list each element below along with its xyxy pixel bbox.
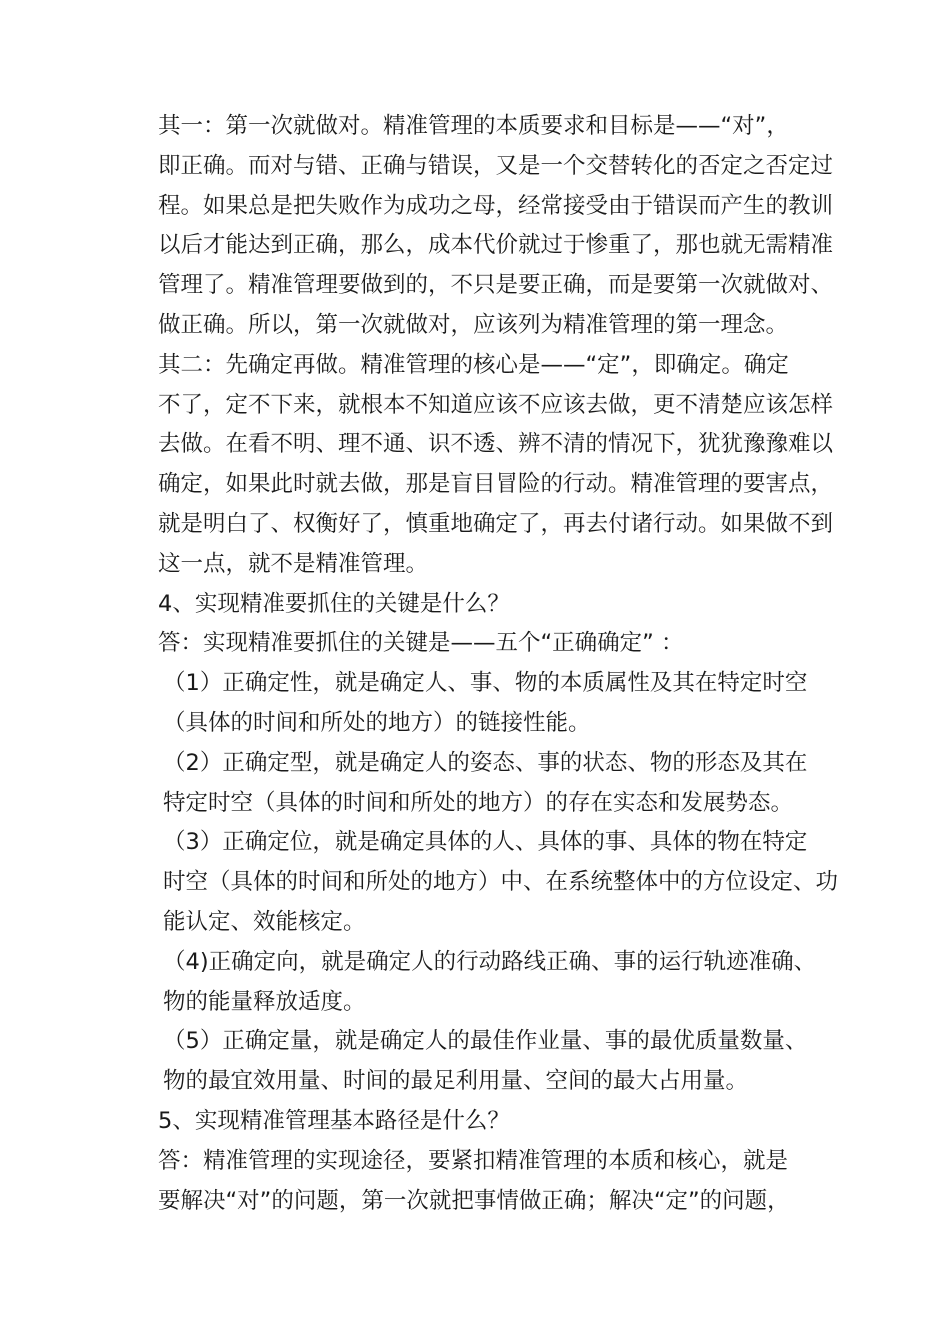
paragraph-second-principle — [113, 346, 843, 585]
text-line: 就是明白了、权衡好了，慎重地确定了，再去付诸行动。如果做不到 — [158, 510, 834, 537]
text-line: （具体的时间和所处的地方）的链接性能。 — [163, 709, 591, 736]
text-line: 管理了。精准管理要做到的，不只是要正确，而是要第一次就做对、 — [158, 272, 834, 299]
text-line: 确定，如果此时就去做，那是盲目冒险的行动。精准管理的要害点， — [158, 471, 834, 498]
list-item-definition-nature — [113, 664, 843, 744]
text-line: 特定时空（具体的时间和所处的地方）的存在实态和发展势态。 — [163, 789, 794, 816]
list-item-definition-quantity — [113, 1022, 843, 1102]
list-item-definition-direction — [113, 943, 843, 1023]
paragraph-first-principle — [113, 107, 843, 346]
question-4-text: 4、实现精准要抓住的关键是什么？ — [158, 590, 510, 617]
text-line: 能认定、效能核定。 — [163, 908, 366, 935]
text-line: 其二：先确定再做。精准管理的核心是——“定”，即确定。确定 — [158, 351, 789, 378]
text-line: （1）正确定性，就是确定人、事、物的本质属性及其在特定时空 — [163, 670, 808, 697]
text-line: （3）正确定位，就是确定具体的人、具体的事、具体的物在特定 — [163, 829, 808, 856]
answer-4-text: 答：实现精准要抓住的关键是——五个“正确确定” ： — [158, 630, 684, 657]
text-line: 物的能量释放适度。 — [163, 988, 366, 1015]
text-line: （4)正确定向，就是确定人的行动路线正确、事的运行轨迹准确、 — [163, 948, 817, 975]
text-line: 答：精准管理的实现途径，要紧扣精准管理的本质和核心，就是 — [158, 1147, 789, 1174]
text-line: 要解决“对”的问题，第一次就把事情做正确；解决“定”的问题， — [158, 1187, 790, 1214]
document-body — [113, 107, 843, 1221]
text-line: （2）正确定型，就是确定人的姿态、事的状态、物的形态及其在 — [163, 749, 808, 776]
text-line: 不了，定不下来，就根本不知道应该不应该去做，更不清楚应该怎样 — [158, 391, 834, 418]
text-line: 程。如果总是把失败作为成功之母，经常接受由于错误而产生的教训 — [158, 192, 834, 219]
answer-5-paragraph — [113, 1142, 843, 1222]
text-line: 去做。在看不明、理不通、识不透、辨不清的情况下，犹犹豫豫难以 — [158, 431, 834, 458]
text-line: 这一点，就不是精准管理。 — [158, 550, 429, 577]
question-4-heading — [113, 585, 843, 625]
text-line: 物的最宜效用量、时间的最足利用量、空间的最大占用量。 — [163, 1068, 749, 1095]
question-5-text: 5、实现精准管理基本路径是什么？ — [158, 1107, 510, 1134]
text-line: （5）正确定量，就是确定人的最佳作业量、事的最优质量数量、 — [163, 1028, 808, 1055]
text-line: 做正确。所以，第一次就做对，应该列为精准管理的第一理念。 — [158, 311, 789, 338]
text-line: 即正确。而对与错、正确与错误，又是一个交替转化的否定之否定过 — [158, 152, 834, 179]
answer-4-intro — [113, 624, 843, 664]
text-line: 其一：第一次就做对。精准管理的本质要求和目标是——“对”， — [158, 113, 789, 139]
question-5-heading — [113, 1102, 843, 1142]
list-item-definition-position — [113, 823, 843, 942]
list-item-definition-type — [113, 744, 843, 824]
text-line: 时空（具体的时间和所处的地方）中、在系统整体中的方位设定、功 — [163, 869, 839, 896]
text-line: 以后才能达到正确，那么，成本代价就过于惨重了，那也就无需精准 — [158, 232, 834, 259]
